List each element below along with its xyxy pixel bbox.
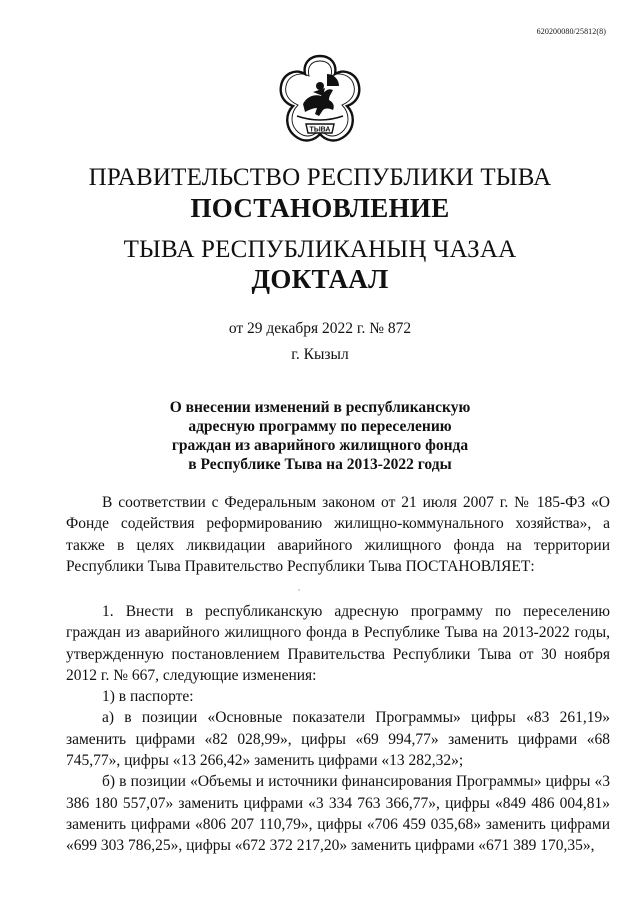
subject-line: О внесении изменений в республиканскую <box>169 399 471 416</box>
item-1-1-a-paragraph: а) в позиции «Основные показатели Программы» цифры «83 261,19» заменить цифрами «82 028,99», цифры «69 994,77» заменить цифрами «68 745,77», цифры «13 266,42» заменить цифрами «13 282,32»; <box>66 709 610 770</box>
decree-date-number: от 29 декабря 2022 г. № 872 <box>228 320 412 337</box>
decree-title-ru: ПОСТАНОВЛЕНИЕ <box>190 193 450 223</box>
scan-speck <box>298 589 300 591</box>
item-1-paragraph: 1. Внести в республиканскую адресную программу по переселению граждан из аварийного жилищного фонда в Республике Тыва на 2013-2022 годы, утвержденную постановлением Правительства Республики Тыва от 30 ноября 2012 г. № 667, следующие изменения: <box>66 603 610 684</box>
government-title-ru: ПРАВИТЕЛЬСТВО РЕСПУБЛИКИ ТЫВА <box>88 164 552 191</box>
item-1-1-paragraph: 1) в паспорте: <box>102 688 194 706</box>
operative-section <box>66 601 610 857</box>
decree-city: г. Кызыл <box>291 346 349 363</box>
document-code: 620200080/25812(8) <box>536 27 606 36</box>
preamble-section <box>66 492 610 577</box>
svg-text:ТЫВА: ТЫВА <box>309 126 331 134</box>
subject-line: граждан из аварийного жилищного фонда <box>171 437 469 454</box>
subject-line: в Республике Тыва на 2013-2022 годы <box>188 456 452 473</box>
item-1-1-b-paragraph: б) в позиции «Объемы и источники финансирования Программы» цифры «3 386 180 557,07» заменить цифрами «3 334 763 366,77», цифры «849 486 004,81» заменить цифрами «806 207 110,79», цифры «706 459 035,68» заменить цифрами «699 303 786,25», цифры «672 372 217,20» заменить цифрами «671 389 170,35», <box>66 773 610 855</box>
preamble-paragraph: В соответствии с Федеральным законом от 21 июля 2007 г. № 185-ФЗ «О Фонде содействия реформированию жилищно-коммунального хозяйства», а также в целях ликвидации аварийного жилищного фонда на территории Республики Тыва Правительство Республики Тыва ПОСТАНОВЛЯЕТ: <box>66 494 610 575</box>
decree-title-tyv: ДОКТААЛ <box>251 264 389 294</box>
decree-subject <box>150 398 490 474</box>
subject-line: адресную программу по переселению <box>188 418 452 435</box>
government-title-tyv: ТЫВА РЕСПУБЛИКАНЫҢ ЧАЗАА <box>123 236 517 263</box>
tuva-coat-of-arms-icon <box>273 52 367 150</box>
